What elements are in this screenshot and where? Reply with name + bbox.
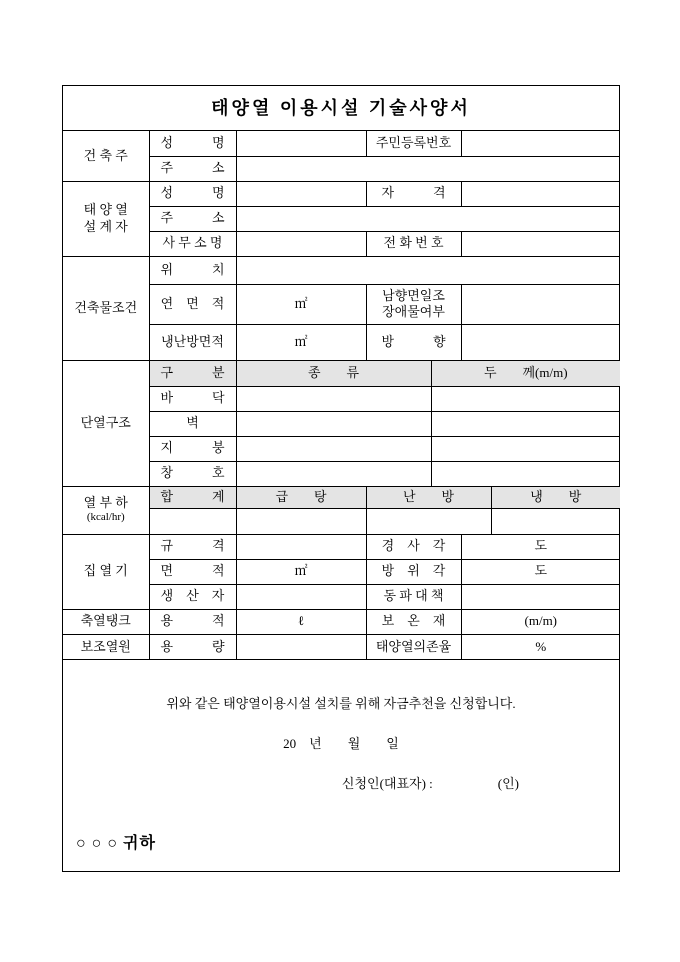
collector-group-label: 집 열 기 <box>63 534 149 609</box>
recipient-line: ○ ○ ○ 귀하 <box>76 835 156 852</box>
designer-name-label: 성 명 <box>149 181 236 206</box>
table-row <box>63 131 620 156</box>
collector-spec-label: 규 격 <box>149 534 236 559</box>
insulation-wall-type-field <box>236 411 431 436</box>
table-row <box>63 181 620 206</box>
tank-group-label: 축열탱크 <box>63 609 149 634</box>
insulation-floor-type-field <box>236 386 431 411</box>
applicant-line: 신청인(대표자) : (인) <box>341 776 519 791</box>
heatload-hotwater-field <box>236 508 366 534</box>
tank-insulation-unit: (m/m) <box>461 609 620 634</box>
table-row <box>63 634 620 659</box>
collector-azimuth-unit: 도 <box>461 559 620 584</box>
building-south-obstacle-field <box>461 284 620 324</box>
collector-maker-label: 생 산 자 <box>149 584 236 609</box>
heatload-total-field <box>149 508 236 534</box>
collector-freeze-field <box>461 584 620 609</box>
collector-freeze-label: 동 파 대 책 <box>366 584 461 609</box>
heatload-heating-field <box>366 508 491 534</box>
designer-phone-label: 전 화 번 호 <box>366 231 461 256</box>
building-south-obstacle-line1: 남향면일조 <box>382 287 445 303</box>
owner-name-field <box>236 131 366 156</box>
building-location-field <box>236 256 620 284</box>
designer-office-label: 사 무 소 명 <box>149 231 236 256</box>
designer-qualification-label: 자 격 <box>366 181 461 206</box>
building-floor-area-label: 연 면 적 <box>149 284 236 324</box>
insulation-window-label: 창 호 <box>149 461 236 486</box>
building-floor-area-unit: ㎡ <box>236 284 366 324</box>
table-row <box>63 486 620 508</box>
document-title: 태양열 이용시설 기술사양서 <box>63 86 619 131</box>
collector-tilt-label: 경 사 각 <box>366 534 461 559</box>
building-hvac-area-label: 냉난방면적 <box>149 324 236 360</box>
collector-tilt-unit: 도 <box>461 534 620 559</box>
application-section <box>63 659 619 871</box>
designer-name-field <box>236 181 366 206</box>
owner-group-label: 건 축 주 <box>63 131 149 181</box>
heatload-col-hotwater: 급 탕 <box>236 486 366 508</box>
heatload-col-total: 합 계 <box>149 486 236 508</box>
designer-address-label: 주 소 <box>149 206 236 231</box>
insulation-roof-type-field <box>236 436 431 461</box>
aux-capacity-field <box>236 634 366 659</box>
table-row <box>63 609 620 634</box>
building-south-obstacle-line2: 장애물여부 <box>382 304 445 319</box>
insulation-roof-thickness-field <box>431 436 620 461</box>
application-statement: 위와 같은 태양열이용시설 설치를 위해 자금추천을 신청합니다. <box>166 696 516 711</box>
building-direction-label: 방 향 <box>366 324 461 360</box>
aux-group-label: 보조열원 <box>63 634 149 659</box>
insulation-window-type-field <box>236 461 431 486</box>
date-line: 20 년 월 일 <box>283 736 399 751</box>
designer-phone-field <box>461 231 620 256</box>
tank-insulation-label: 보 온 재 <box>366 609 461 634</box>
aux-solar-ratio-unit: % <box>461 634 620 659</box>
insulation-roof-label: 지 붕 <box>149 436 236 461</box>
heatload-cooling-field <box>491 508 620 534</box>
building-group-label: 건축물조건 <box>63 256 149 360</box>
building-location-label: 위 치 <box>149 256 236 284</box>
owner-address-label: 주 소 <box>149 156 236 181</box>
insulation-col-type: 종 류 <box>236 360 431 386</box>
heatload-group-line2: (kcal/hr) <box>86 511 125 524</box>
designer-group-line1: 태 양 열 <box>83 202 128 218</box>
insulation-wall-thickness-field <box>431 411 620 436</box>
table-row <box>63 360 620 386</box>
collector-azimuth-label: 방 위 각 <box>366 559 461 584</box>
collector-maker-field <box>236 584 366 609</box>
heatload-group-line1: 열 부 하 <box>83 495 128 510</box>
insulation-floor-thickness-field <box>431 386 620 411</box>
collector-area-label: 면 적 <box>149 559 236 584</box>
heatload-group-label <box>63 486 149 534</box>
designer-qualification-field <box>461 181 620 206</box>
insulation-group-label: 단열구조 <box>63 360 149 486</box>
owner-rrn-label: 주민등록번호 <box>366 131 461 156</box>
building-hvac-area-unit: ㎡ <box>236 324 366 360</box>
designer-group-line2: 설 계 자 <box>83 218 128 234</box>
table-row <box>63 534 620 559</box>
owner-rrn-field <box>461 131 620 156</box>
insulation-col-thickness: 두 께(m/m) <box>431 360 620 386</box>
heatload-col-heating: 난 방 <box>366 486 491 508</box>
owner-address-field <box>236 156 620 181</box>
tank-volume-label: 용 적 <box>149 609 236 634</box>
aux-solar-ratio-label: 태양열의존율 <box>366 634 461 659</box>
insulation-col-category: 구 분 <box>149 360 236 386</box>
table-row <box>63 256 620 284</box>
collector-area-unit: ㎡ <box>236 559 366 584</box>
designer-office-field <box>236 231 366 256</box>
collector-spec-field <box>236 534 366 559</box>
aux-capacity-label: 용 량 <box>149 634 236 659</box>
designer-group-label <box>63 181 149 256</box>
building-direction-field <box>461 324 620 360</box>
insulation-floor-label: 바 닥 <box>149 386 236 411</box>
insulation-window-thickness-field <box>431 461 620 486</box>
document-border <box>62 85 620 872</box>
insulation-wall-label: 벽 <box>149 411 236 436</box>
building-south-obstacle-label <box>366 284 461 324</box>
owner-name-label: 성 명 <box>149 131 236 156</box>
heatload-col-cooling: 냉 방 <box>491 486 620 508</box>
spec-table <box>63 131 620 659</box>
tank-volume-unit: ℓ <box>236 609 366 634</box>
designer-address-field <box>236 206 620 231</box>
